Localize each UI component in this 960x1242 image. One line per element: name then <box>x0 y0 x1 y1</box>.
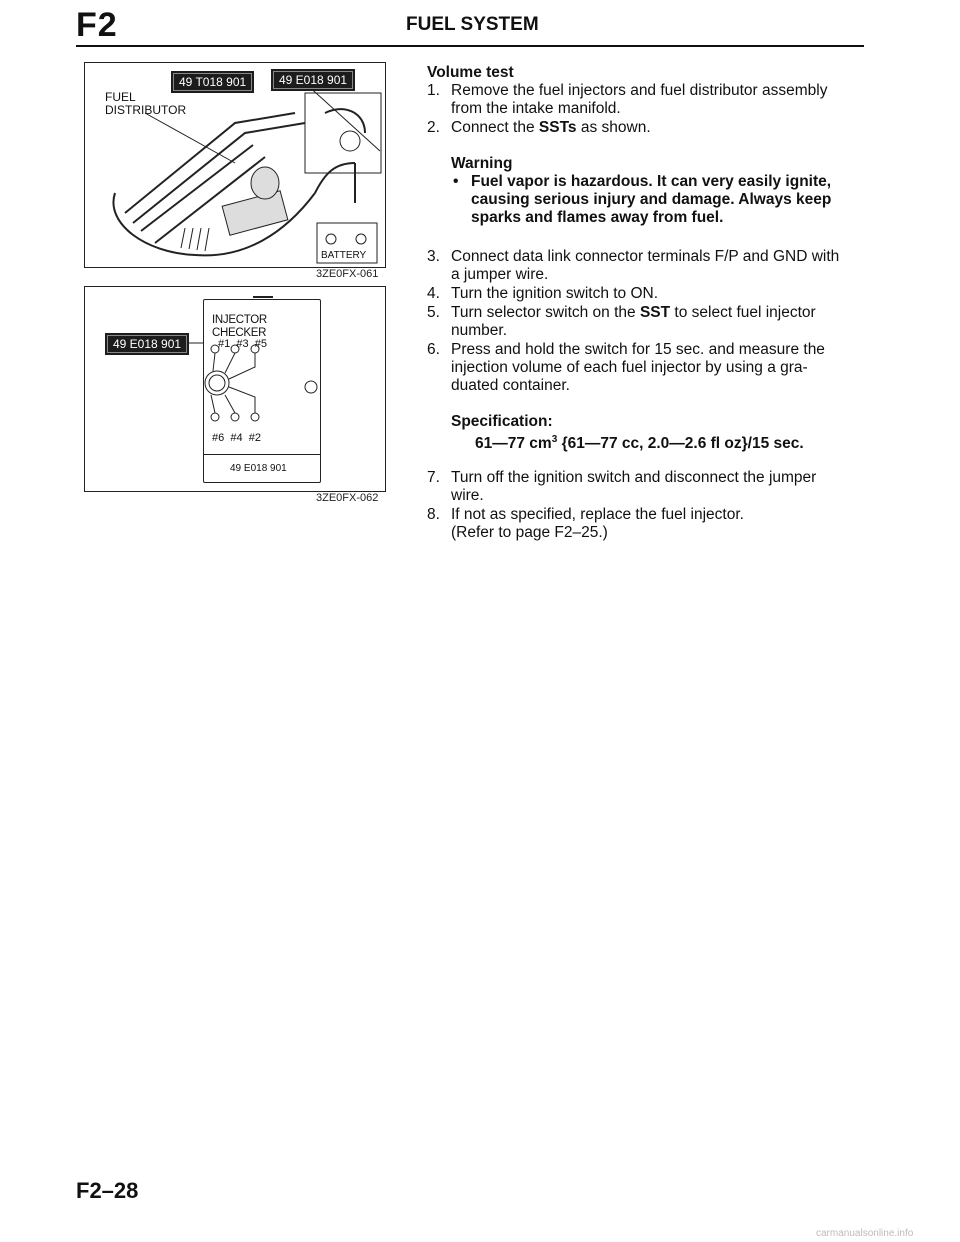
figure1-code: 3ZE0FX-061 <box>316 268 379 280</box>
figure2-code: 3ZE0FX-062 <box>316 492 379 504</box>
checker-divider <box>204 454 320 455</box>
label-injector-6: #6 <box>212 432 225 444</box>
label-battery: BATTERY <box>321 250 367 261</box>
step-5-text-cont: number. <box>451 322 508 339</box>
warning-text-2: causing serious injury and damage. Always keep <box>471 191 832 208</box>
step-2-bold: SSTs <box>538 119 577 136</box>
injector-checker-device <box>203 299 321 483</box>
label-injector-4: #4 <box>230 432 243 444</box>
step-5-bold: SST <box>639 304 671 321</box>
warning-bullet: • <box>453 173 459 190</box>
label-fuel: FUEL <box>105 90 136 104</box>
spec-heading: Specification: <box>451 413 553 430</box>
watermark: carmanualsonline.info <box>816 1228 914 1239</box>
sst-tag-checker: 49 E018 901 <box>105 333 189 355</box>
checker-part-number: 49 E018 901 <box>230 463 287 474</box>
step-5-text <box>451 304 816 322</box>
step-8-num: 8. <box>427 506 440 523</box>
bottom-injector-labels <box>212 432 261 445</box>
spec-value-a: 61—77 cm <box>475 435 552 453</box>
step-5-pre: Turn selector switch on the <box>451 304 640 321</box>
warning-text-3: sparks and flames away from fuel. <box>471 209 724 226</box>
step-1-text-cont: from the intake manifold. <box>451 100 621 117</box>
step-1-num: 1. <box>427 82 440 99</box>
step-1-text: Remove the fuel injectors and fuel distributor assembly <box>451 82 828 99</box>
step-7-num: 7. <box>427 469 440 486</box>
figure-injector-checker <box>84 286 386 492</box>
step-6-num: 6. <box>427 341 440 358</box>
step-2-post: as shown. <box>576 119 651 136</box>
step-6-text: Press and hold the switch for 15 sec. and measure the <box>451 341 825 358</box>
step-5-post: to select fuel injector <box>670 304 816 321</box>
warning-text: Fuel vapor is hazardous. It can very easily ignite, <box>471 173 832 190</box>
label-injector-3: #3 <box>236 338 249 350</box>
step-2-pre: Connect the <box>451 119 539 136</box>
label-injector-1: #1 <box>218 338 231 350</box>
step-3-text: Connect data link connector terminals F/P and GND with <box>451 248 840 265</box>
page-number: F2–28 <box>76 1178 139 1203</box>
step-4-num: 4. <box>427 285 440 302</box>
step-4-text: Turn the ignition switch to ON. <box>451 285 659 302</box>
step-5-num: 5. <box>427 304 440 321</box>
page-title: FUEL SYSTEM <box>406 14 539 35</box>
spec-value <box>475 431 804 453</box>
section-heading: Volume test <box>427 64 514 81</box>
top-injector-labels <box>218 338 267 351</box>
figure-fuel-distributor <box>84 62 386 268</box>
header-rule <box>76 45 864 47</box>
step-6-text-2: injection volume of each fuel injector by using a gra- <box>451 359 808 376</box>
step-6-text-3: duated container. <box>451 377 570 394</box>
step-2-num: 2. <box>427 119 440 136</box>
step-3-text-cont: a jumper wire. <box>451 266 549 283</box>
spec-value-b: {61—77 cc, 2.0—2.6 fl oz}/15 sec. <box>557 435 804 453</box>
step-8-text: If not as specified, replace the fuel injector. <box>451 506 744 523</box>
section-code: F2 <box>76 6 118 44</box>
step-7-text-cont: wire. <box>451 487 484 504</box>
label-distributor: DISTRIBUTOR <box>105 103 187 117</box>
sst-tag-t018: 49 T018 901 <box>171 71 254 93</box>
label-injector-2: #2 <box>248 432 261 444</box>
warning-heading: Warning <box>451 155 513 172</box>
step-3-num: 3. <box>427 248 440 265</box>
step-8-text-cont: (Refer to page F2–25.) <box>451 524 608 541</box>
label-injector-5: #5 <box>254 338 267 350</box>
checker-title: INJECTOR CHECKER <box>212 314 267 339</box>
spec-value-sup: 3 <box>551 434 558 445</box>
step-2-text <box>451 119 651 137</box>
sst-tag-e018: 49 E018 901 <box>271 69 355 91</box>
step-7-text: Turn off the ignition switch and disconnect the jumper <box>451 469 817 486</box>
